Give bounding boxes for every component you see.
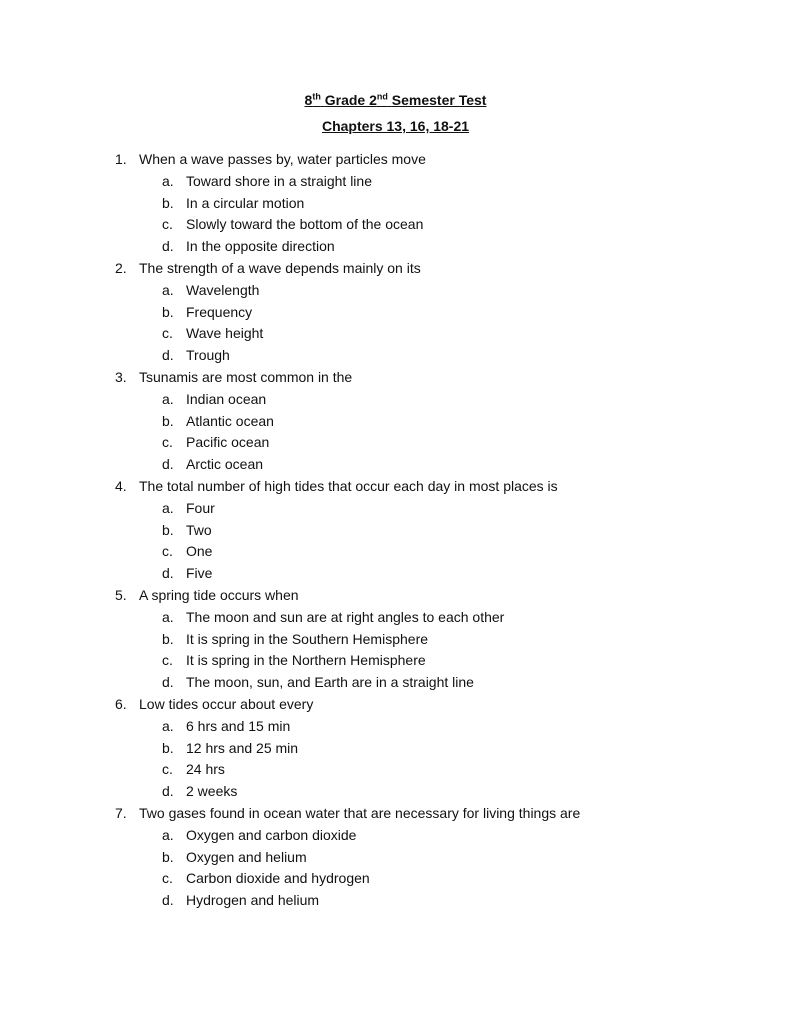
question-5 — [115, 585, 755, 607]
option-text: Oxygen and helium — [186, 848, 307, 865]
question-number: 6. — [115, 695, 127, 712]
option-text: The moon and sun are at right angles to each other — [186, 608, 505, 625]
option-letter: d. — [162, 892, 174, 909]
option-letter: b. — [162, 303, 174, 320]
question-text: When a wave passes by, water particles move — [139, 151, 426, 167]
option-letter: b. — [162, 194, 174, 211]
question-list — [115, 149, 755, 912]
option-letter: d. — [162, 456, 174, 473]
answer-option — [115, 302, 755, 324]
option-text: It is spring in the Southern Hemisphere — [186, 630, 429, 647]
answer-option — [115, 541, 755, 563]
question-7 — [115, 803, 755, 825]
option-text: 2 weeks — [186, 783, 238, 800]
question-2 — [115, 258, 755, 280]
answer-option — [115, 672, 755, 694]
option-letter: b. — [162, 630, 174, 647]
answer-option — [115, 629, 755, 651]
question-3 — [115, 367, 755, 389]
option-text: Oxygen and carbon dioxide — [186, 826, 357, 843]
answer-option — [115, 236, 755, 258]
title-semester-suffix: nd — [376, 91, 388, 102]
answer-option — [115, 214, 755, 236]
option-letter: c. — [162, 761, 173, 778]
question-number: 1. — [115, 151, 127, 167]
question-text: Low tides occur about every — [139, 695, 314, 712]
option-text: Hydrogen and helium — [186, 892, 320, 909]
answer-option — [115, 498, 755, 520]
title-rest: Semester Test — [391, 92, 487, 108]
answer-option — [115, 411, 755, 433]
option-text: Wave height — [186, 325, 264, 342]
option-letter: c. — [162, 216, 173, 233]
option-letter: c. — [162, 325, 173, 342]
option-letter: a. — [162, 826, 174, 843]
answer-option — [115, 171, 755, 193]
answer-option — [115, 520, 755, 542]
option-text: Two — [186, 521, 212, 538]
option-text: 6 hrs and 15 min — [186, 717, 291, 734]
option-text: One — [186, 543, 213, 560]
question-number: 2. — [115, 259, 127, 276]
option-letter: c. — [162, 652, 173, 669]
answer-option — [115, 890, 755, 912]
option-letter: c. — [162, 870, 173, 887]
answer-option — [115, 716, 755, 738]
answer-option — [115, 781, 755, 803]
question-number: 4. — [115, 477, 127, 494]
question-number: 5. — [115, 586, 127, 603]
answer-option — [115, 738, 755, 760]
option-text: Carbon dioxide and hydrogen — [186, 870, 370, 887]
question-1 — [115, 149, 755, 171]
answer-option — [115, 563, 755, 585]
option-text: Arctic ocean — [186, 456, 264, 473]
option-letter: c. — [162, 543, 173, 560]
option-text: Pacific ocean — [186, 434, 270, 451]
answer-option — [115, 759, 755, 781]
option-letter: a. — [162, 499, 174, 516]
option-text: It is spring in the Northern Hemisphere — [186, 652, 426, 669]
option-text: The moon, sun, and Earth are in a straight line — [186, 674, 474, 691]
option-text: Trough — [186, 347, 230, 364]
answer-option — [115, 345, 755, 367]
page-subtitle: Chapters 13, 16, 18-21 — [321, 118, 470, 134]
option-text: In the opposite direction — [186, 238, 335, 255]
question-number: 7. — [115, 804, 127, 821]
option-text: Five — [186, 565, 213, 582]
option-letter: d. — [162, 674, 174, 691]
option-text: Slowly toward the bottom of the ocean — [186, 216, 424, 233]
title-grade-number: 8 — [304, 92, 313, 108]
answer-option — [115, 389, 755, 411]
option-text: Toward shore in a straight line — [186, 172, 372, 189]
option-letter: d. — [162, 783, 174, 800]
question-text: The total number of high tides that occur each day in most places is — [139, 477, 558, 494]
option-text: Wavelength — [186, 281, 260, 298]
option-letter: a. — [162, 281, 174, 298]
option-text: Frequency — [186, 303, 253, 320]
option-letter: a. — [162, 717, 174, 734]
option-text: Atlantic ocean — [186, 412, 274, 429]
question-number: 3. — [115, 368, 127, 385]
option-letter: b. — [162, 848, 174, 865]
answer-option — [115, 323, 755, 345]
title-grade-suffix: th — [312, 91, 321, 102]
option-letter: c. — [162, 434, 173, 451]
answer-option — [115, 607, 755, 629]
answer-option — [115, 650, 755, 672]
option-letter: a. — [162, 172, 174, 189]
option-text: 12 hrs and 25 min — [186, 739, 299, 756]
answer-option — [115, 847, 755, 869]
option-text: 24 hrs — [186, 761, 225, 778]
title-grade-word: Grade 2 — [324, 92, 377, 108]
option-letter: a. — [162, 390, 174, 407]
option-letter: d. — [162, 238, 174, 255]
answer-option — [115, 193, 755, 215]
answer-option — [115, 432, 755, 454]
question-text: A spring tide occurs when — [139, 586, 299, 603]
option-letter: a. — [162, 608, 174, 625]
option-letter: b. — [162, 739, 174, 756]
option-text: Four — [186, 499, 215, 516]
answer-option — [115, 868, 755, 890]
question-4 — [115, 476, 755, 498]
option-letter: d. — [162, 565, 174, 582]
answer-option — [115, 454, 755, 476]
question-text: Two gases found in ocean water that are necessary for living things are — [139, 804, 581, 821]
question-text: Tsunamis are most common in the — [139, 368, 353, 385]
page-title — [0, 92, 791, 108]
question-6 — [115, 694, 755, 716]
option-letter: d. — [162, 347, 174, 364]
option-letter: b. — [162, 412, 174, 429]
option-text: In a circular motion — [186, 194, 305, 211]
option-letter: b. — [162, 521, 174, 538]
question-text: The strength of a wave depends mainly on its — [139, 259, 421, 276]
answer-option — [115, 280, 755, 302]
option-text: Indian ocean — [186, 390, 267, 407]
answer-option — [115, 825, 755, 847]
